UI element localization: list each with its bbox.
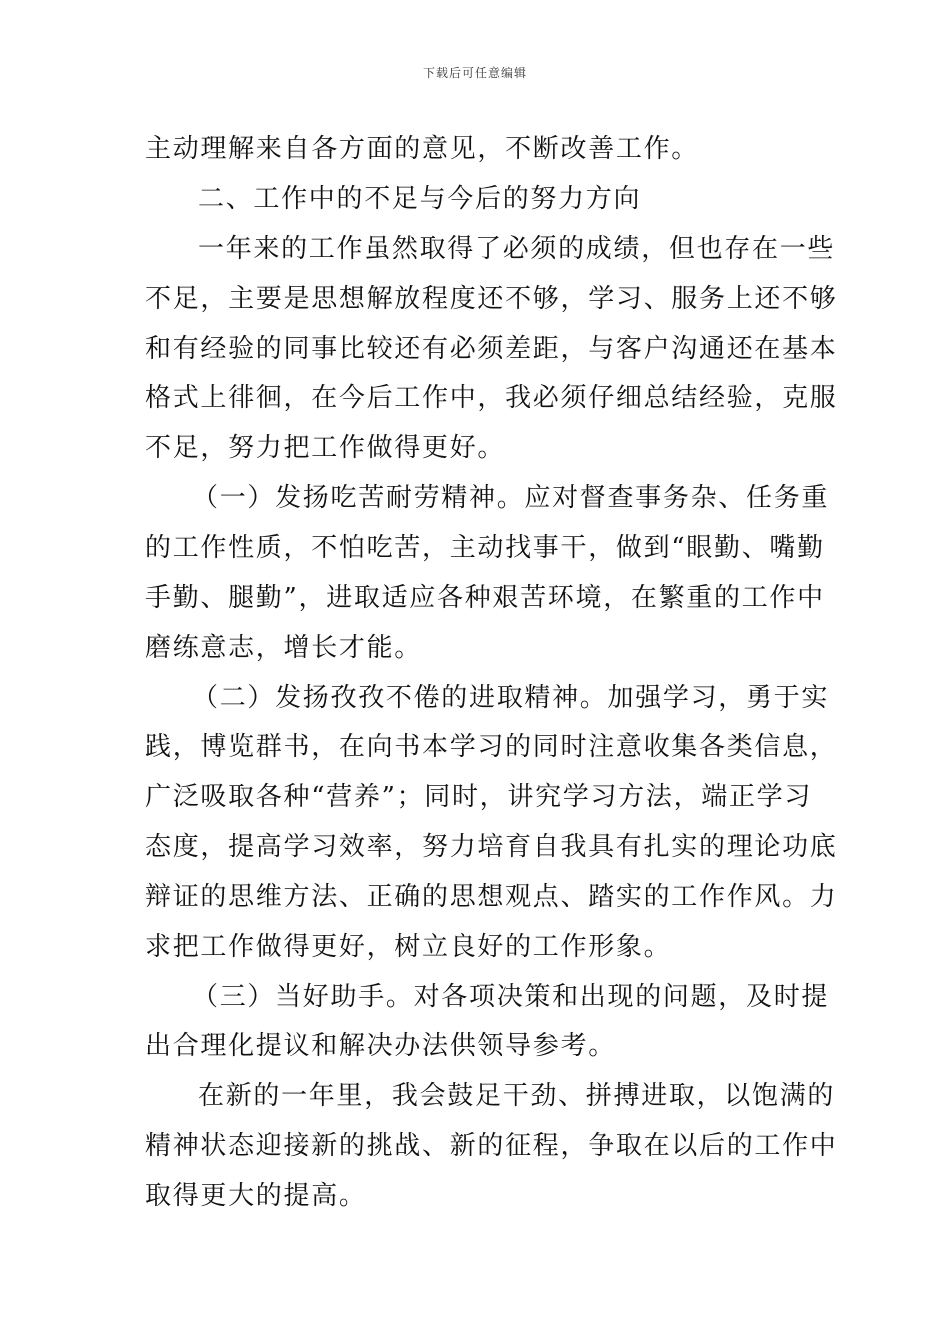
text-line: 出合理化提议和解决办法供领导参考。 — [145, 1031, 616, 1061]
text-line: 手勤、腿勤”，进取适应各种艰苦环境，在繁重的工作中 — [145, 583, 825, 613]
text-line: 和有经验的同事比较还有必须差距，与客户沟通还在基本 — [145, 334, 838, 364]
text-line: 求把工作做得更好，树立良好的工作形象。 — [145, 932, 672, 962]
text-line: （三）当好助手。对各项决策和出现的问题，及时提 — [192, 982, 830, 1012]
text-line: 的工作性质，不怕吃苦，主动找事干，做到“眼勤、嘴勤 — [145, 533, 825, 563]
text-line: 践，博览群书，在向书本学习的同时注意收集各类信息， — [145, 732, 838, 762]
text-line: 辩证的思维方法、正确的思想观点、踏实的工作作风。力 — [145, 882, 838, 912]
text-line: 广泛吸取各种“营养”；同时，讲究学习方法，端正学习 — [145, 782, 813, 812]
text-line: 在新的一年里，我会鼓足干劲、拼搏进取，以饱满的 — [198, 1081, 836, 1111]
text-line: 主动理解来自各方面的意见，不断改善工作。 — [145, 134, 700, 164]
text-line: 不足，努力把工作做得更好。 — [145, 433, 506, 463]
text-line: 态度，提高学习效率，努力培育自我具有扎实的理论功底 — [145, 832, 838, 862]
text-line: 精神状态迎接新的挑战、新的征程，争取在以后的工作中 — [145, 1131, 838, 1161]
text-line: 磨练意志，增长才能。 — [145, 633, 423, 663]
text-line: 不足，主要是思想解放程度还不够，学习、服务上还不够 — [145, 284, 838, 314]
text-line: （一）发扬吃苦耐劳精神。应对督查事务杂、任务重 — [192, 483, 830, 513]
page-header: 下载后可任意编辑 — [422, 66, 527, 80]
text-line: （二）发扬孜孜不倦的进取精神。加强学习，勇于实 — [192, 683, 830, 713]
text-line: 格式上徘徊，在今后工作中，我必须仔细总结经验，克服 — [145, 383, 838, 413]
text-line: 一年来的工作虽然取得了必须的成绩，但也存在一些 — [198, 234, 836, 264]
text-line: 取得更大的提高。 — [145, 1181, 367, 1211]
section-heading: 二、工作中的不足与今后的努力方向 — [198, 184, 642, 214]
